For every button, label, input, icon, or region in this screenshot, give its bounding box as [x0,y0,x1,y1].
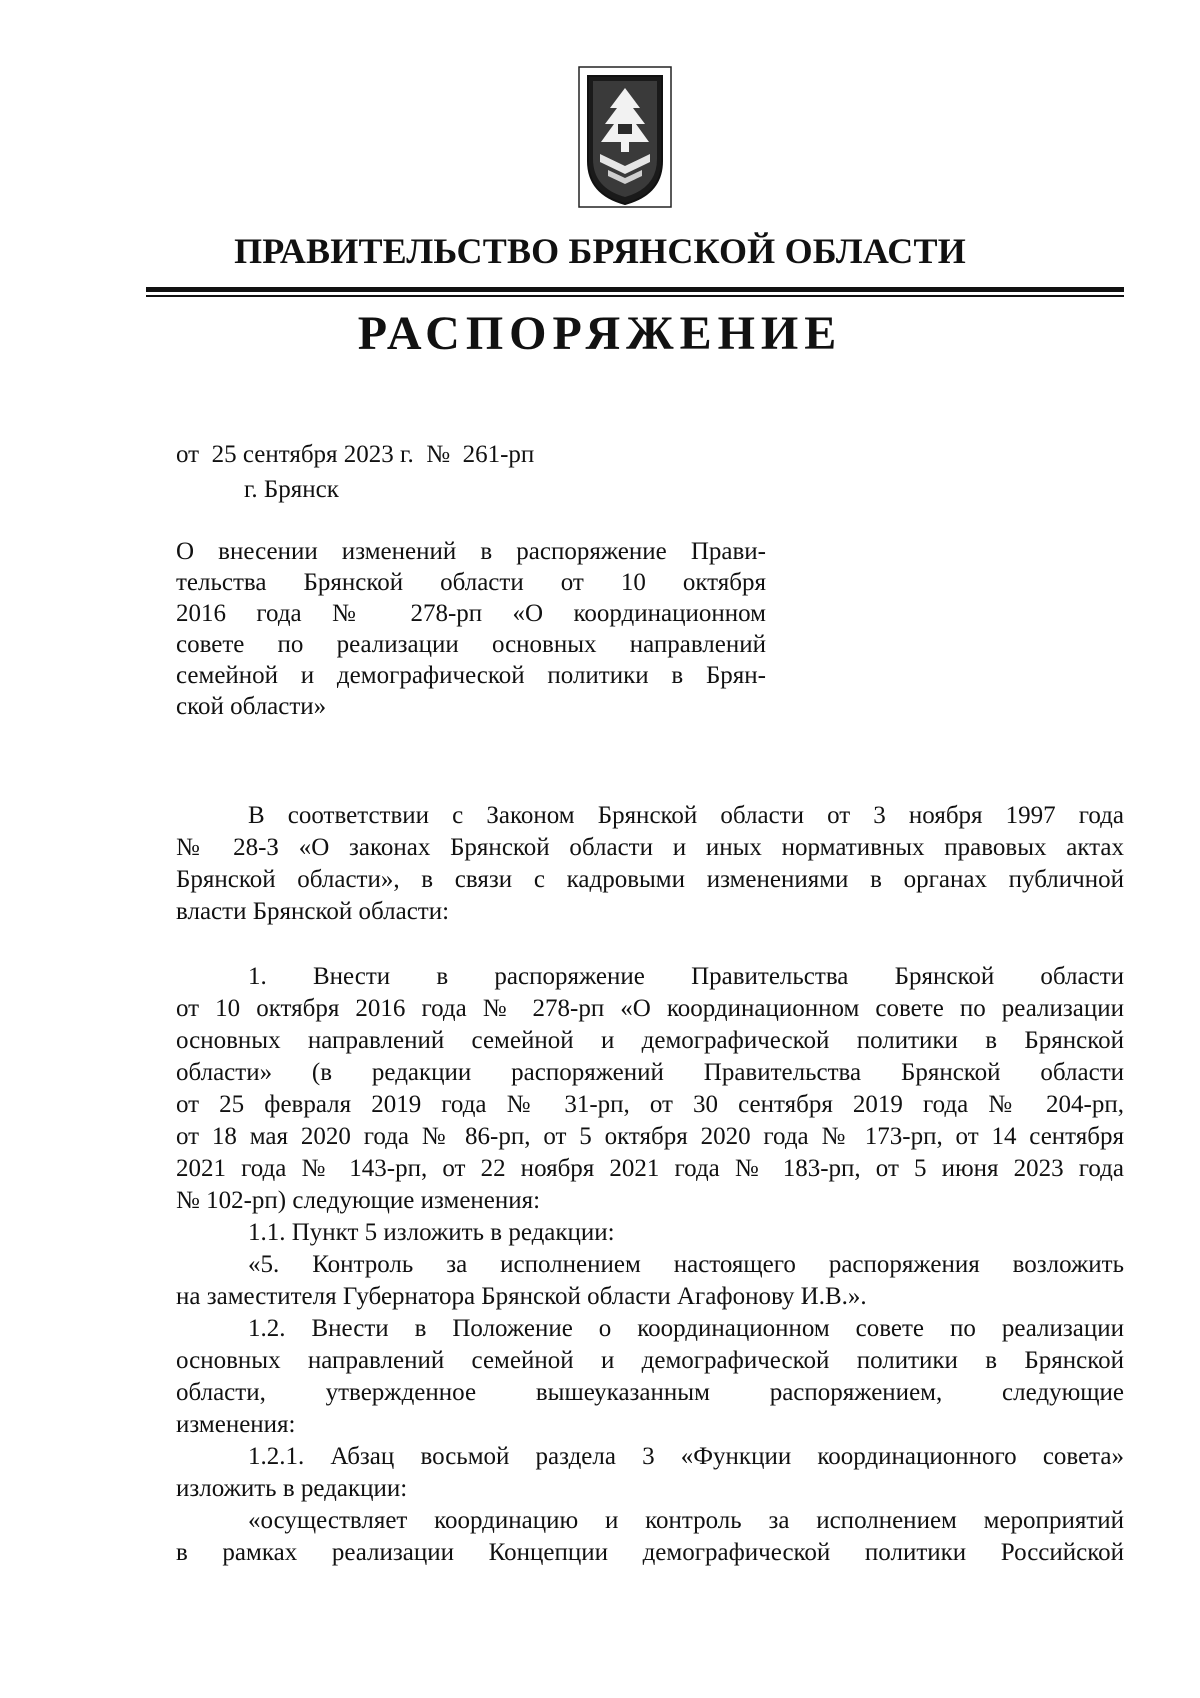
document-subject [176,536,766,722]
body-line: от 10 октября 2016 года № 278-рп «О координационном совете по реализации [176,995,1124,1022]
body-line: в рамках реализации Концепции демографической политики Российской [176,1539,1124,1566]
header-rule-thick [146,287,1124,292]
item-1-2-paragraph [176,1313,1124,1441]
body-line: Брянской области», в связи с кадровыми изменениями в органах публичной [176,866,1124,893]
body-line: основных направлений семейной и демографической политики в Брянской [176,1027,1124,1054]
item-1-paragraph [176,961,1124,1217]
government-title: ПРАВИТЕЛЬСТВО БРЯНСКОЙ ОБЛАСТИ [234,231,966,271]
subject-line: ской области» [176,693,327,720]
item-1-1-text-paragraph [176,1249,1124,1313]
item-1-2-1-paragraph [176,1441,1124,1505]
subject-line: тельства Брянской области от 10 октября [176,569,766,596]
body-line: «5. Контроль за исполнением настоящего распоряжения возложить [248,1251,1124,1278]
item-1-2-1-text-paragraph [176,1505,1124,1569]
body-line: от 25 февраля 2019 года № 31-рп, от 30 сентября 2019 года № 204-рп, [176,1091,1124,1118]
body-line: основных направлений семейной и демографической политики в Брянской [176,1347,1124,1374]
body-line: В соответствии с Законом Брянской области от 3 ноября 1997 года [248,802,1124,829]
body-line: «осуществляет координацию и контроль за исполнением мероприятий [248,1507,1124,1534]
body-line: № 28-З «О законах Брянской области и иных нормативных правовых актах [176,834,1124,861]
body-line: области, утвержденное вышеуказанным распоряжением, следующие [176,1379,1124,1406]
document-body [176,800,1124,1569]
body-line: области» (в редакции распоряжений Правительства Брянской области [176,1059,1124,1086]
document-type-title: РАСПОРЯЖЕНИЕ [357,307,843,360]
subject-line: 2016 года № 278-рп «О координационном [176,600,766,627]
body-line: власти Брянской области: [176,898,450,925]
body-line: изменения: [176,1411,296,1438]
header-rule-thin [146,295,1124,297]
subject-line: О внесении изменений в распоряжение Прави- [176,538,766,565]
bryansk-coat-of-arms-icon [578,66,672,208]
preamble-paragraph [176,800,1124,928]
document-city: г. Брянск [244,476,339,503]
body-line: на заместителя Губернатора Брянской области Агафонову И.В.». [176,1283,867,1310]
body-line: 1.1. Пункт 5 изложить в редакции: [248,1219,615,1246]
body-line: изложить в редакции: [176,1475,408,1502]
subject-line: совете по реализации основных направлений [176,631,766,658]
item-1-1-paragraph [176,1217,1124,1249]
body-line: 1. Внести в распоряжение Правительства Брянской области [248,963,1124,990]
body-line: № 102-рп) следующие изменения: [176,1187,541,1214]
body-line: 1.2.1. Абзац восьмой раздела 3 «Функции координационного совета» [248,1443,1124,1470]
body-line: 2021 года № 143-рп, от 22 ноября 2021 года № 183-рп, от 5 июня 2023 года [176,1155,1124,1182]
subject-line: семейной и демографической политики в Брян- [176,662,766,689]
document-date-number: от 25 сентября 2023 г. № 261-рп [176,441,535,468]
body-line: 1.2. Внести в Положение о координационном совете по реализации [248,1315,1124,1342]
body-line: от 18 мая 2020 года № 86-рп, от 5 октября 2020 года № 173-рп, от 14 сентября [176,1123,1124,1150]
